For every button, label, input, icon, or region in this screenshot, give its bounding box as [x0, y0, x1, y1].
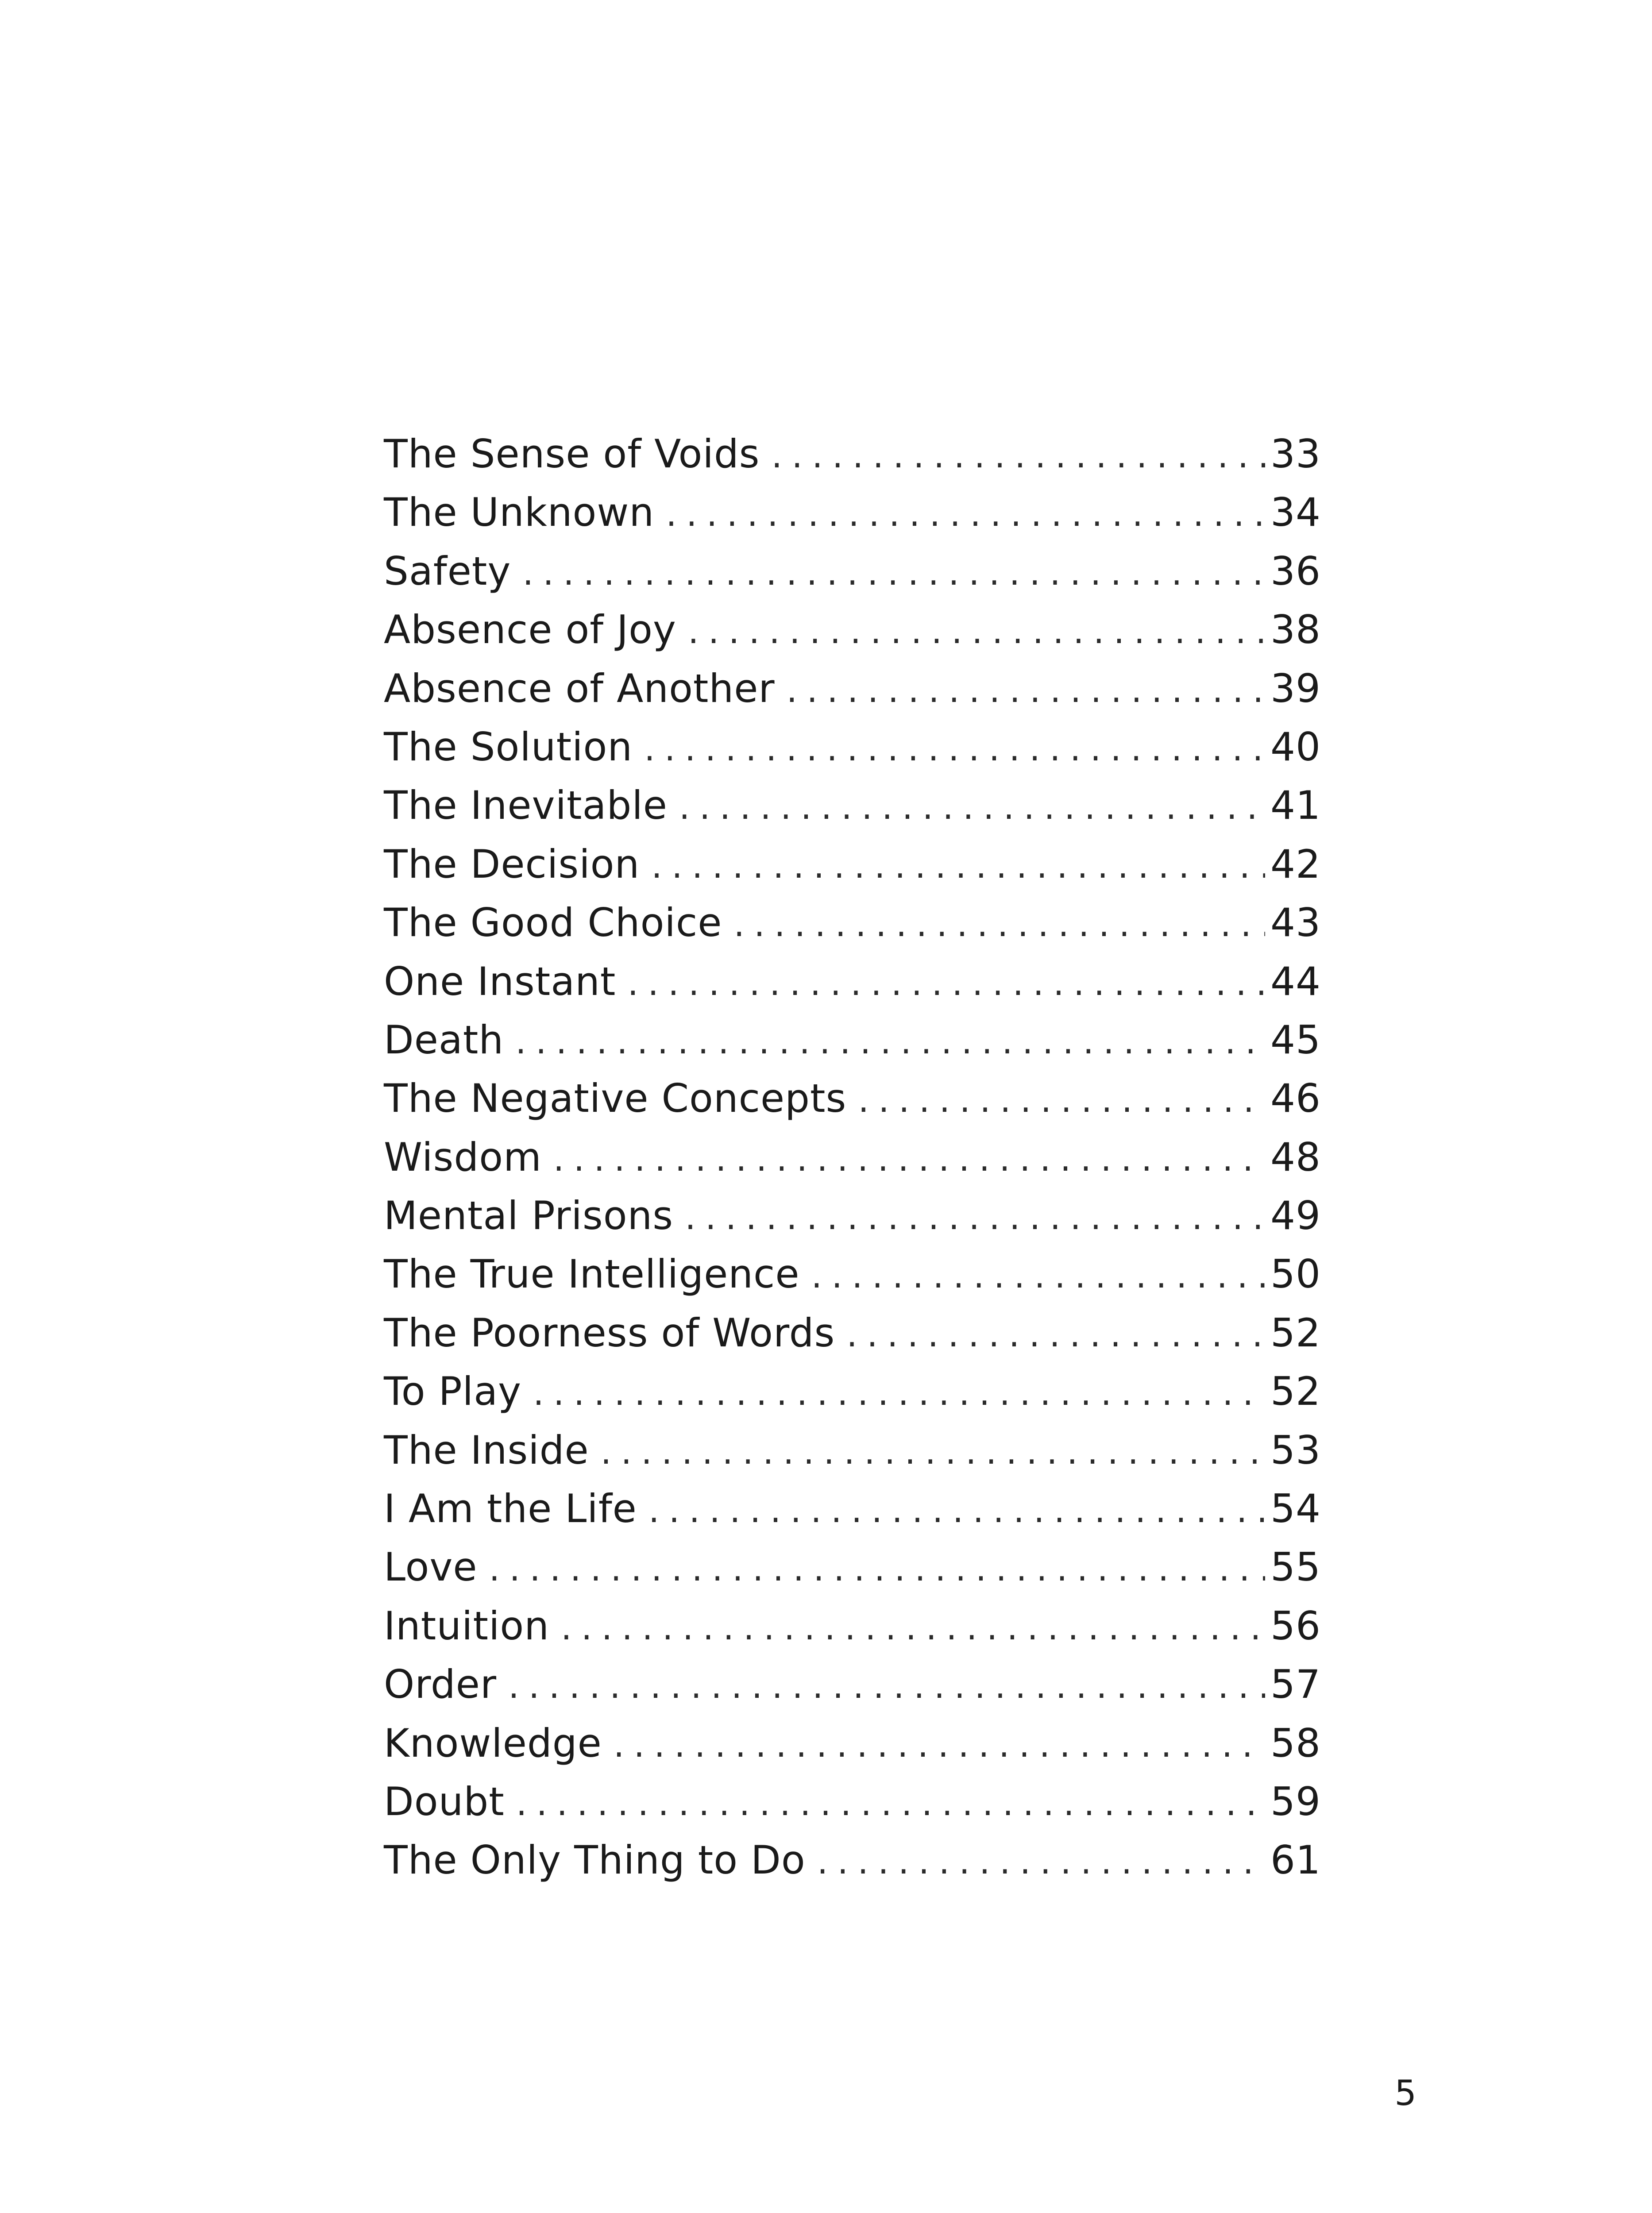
toc-entry-title: The Sense of Voids	[384, 431, 760, 477]
toc-dot-leader	[627, 954, 1265, 1013]
toc-entry	[384, 952, 1321, 1011]
toc-entry-page: 57	[1270, 1662, 1321, 1708]
toc-entry-page: 49	[1270, 1193, 1321, 1239]
toc-entry-page: 56	[1270, 1603, 1321, 1649]
toc-dot-leader	[508, 1657, 1265, 1716]
toc-entry-title: The Unknown	[384, 490, 655, 536]
toc-entry-page: 44	[1270, 958, 1321, 1004]
toc-dot-leader	[516, 1774, 1265, 1833]
toc-entry	[384, 1655, 1321, 1714]
toc-entry-page: 39	[1270, 665, 1321, 711]
toc-entry-title: The Negative Concepts	[384, 1076, 847, 1122]
toc-entry	[384, 542, 1321, 601]
toc-dot-leader	[648, 1481, 1265, 1540]
toc-entry	[384, 1304, 1321, 1362]
toc-entry-title: To Play	[384, 1369, 522, 1415]
toc-entry	[384, 1362, 1321, 1421]
toc-entry-title: The Inside	[384, 1427, 589, 1473]
toc-entry-page: 52	[1270, 1310, 1321, 1356]
toc-entry-page: 38	[1270, 607, 1321, 653]
toc-entry	[384, 1069, 1321, 1128]
toc-dot-leader	[858, 1071, 1265, 1130]
toc-entry-title: The Inevitable	[384, 783, 668, 829]
toc-entry	[384, 1421, 1321, 1480]
toc-entry-title: I Am the Life	[384, 1486, 637, 1532]
toc-entry	[384, 835, 1321, 894]
toc-entry-title: The True Intelligence	[384, 1251, 800, 1297]
toc-entry-page: 41	[1270, 783, 1321, 829]
toc-dot-leader	[685, 1188, 1265, 1247]
toc-entry	[384, 1245, 1321, 1303]
toc-entry-title: Death	[384, 1017, 504, 1063]
toc-entry-page: 42	[1270, 841, 1321, 887]
toc-dot-leader	[651, 837, 1265, 895]
toc-entry-page: 61	[1270, 1837, 1321, 1883]
toc-entry-page: 59	[1270, 1778, 1321, 1824]
toc-entry-title: Doubt	[384, 1778, 505, 1824]
toc-entry	[384, 1187, 1321, 1245]
toc-dot-leader	[666, 485, 1265, 544]
toc-dot-leader	[644, 720, 1265, 778]
toc-entry-title: The Poorness of Words	[384, 1310, 835, 1356]
toc-dot-leader	[614, 1716, 1265, 1774]
page-number: 5	[1394, 2074, 1417, 2113]
toc-entry-title: One Instant	[384, 958, 616, 1004]
toc-entry	[384, 1597, 1321, 1655]
toc-entry-page: 55	[1270, 1544, 1321, 1590]
toc-dot-leader	[561, 1599, 1265, 1657]
toc-entry	[384, 425, 1321, 483]
toc-entry-page: 52	[1270, 1369, 1321, 1415]
toc-entry-title: The Good Choice	[384, 900, 722, 946]
toc-entry-page: 54	[1270, 1486, 1321, 1532]
toc-dot-leader	[553, 1130, 1265, 1188]
toc-dot-leader	[811, 1247, 1265, 1305]
toc-entry-page: 46	[1270, 1076, 1321, 1122]
toc-dot-leader	[772, 427, 1265, 485]
toc-entry-page: 48	[1270, 1134, 1321, 1180]
toc-entry	[384, 718, 1321, 776]
toc-entry	[384, 659, 1321, 718]
toc-dot-leader	[523, 544, 1266, 602]
toc-entry-title: Mental Prisons	[384, 1193, 674, 1239]
toc-dot-leader	[688, 602, 1265, 661]
toc-entry-title: Absence of Joy	[384, 607, 676, 653]
toc-entry-title: Love	[384, 1544, 478, 1590]
toc-dot-leader	[515, 1013, 1265, 1071]
toc-dot-leader	[846, 1306, 1265, 1364]
toc-dot-leader	[489, 1540, 1265, 1598]
toc-dot-leader	[787, 661, 1265, 720]
toc-entry-page: 50	[1270, 1251, 1321, 1297]
toc-entry	[384, 1773, 1321, 1831]
toc-entry-page: 36	[1270, 548, 1321, 594]
toc-entry	[384, 894, 1321, 952]
toc-entry-title: The Only Thing to Do	[384, 1837, 806, 1883]
toc-entry-page: 43	[1270, 900, 1321, 946]
toc-entry	[384, 776, 1321, 835]
toc-entry-title: Intuition	[384, 1603, 550, 1649]
toc-entry-page: 58	[1270, 1720, 1321, 1766]
toc-entry-title: Knowledge	[384, 1720, 602, 1766]
toc-entry	[384, 1011, 1321, 1069]
toc-entry	[384, 1480, 1321, 1538]
toc-dot-leader	[533, 1364, 1265, 1423]
toc-dot-leader	[679, 778, 1265, 837]
toc-entry-page: 40	[1270, 724, 1321, 770]
toc-entry	[384, 601, 1321, 659]
toc-entry	[384, 1714, 1321, 1773]
toc-dot-leader	[601, 1423, 1265, 1481]
table-of-contents	[384, 425, 1321, 1890]
toc-dot-leader	[817, 1833, 1265, 1891]
toc-entry-title: The Solution	[384, 724, 633, 770]
toc-entry	[384, 1538, 1321, 1596]
toc-entry-page: 33	[1270, 431, 1321, 477]
toc-entry-title: The Decision	[384, 841, 640, 887]
toc-entry	[384, 1831, 1321, 1889]
toc-entry-title: Wisdom	[384, 1134, 542, 1180]
toc-entry-title: Safety	[384, 548, 511, 594]
toc-entry-page: 45	[1270, 1017, 1321, 1063]
toc-entry-title: Order	[384, 1662, 497, 1708]
toc-entry-page: 34	[1270, 490, 1321, 536]
toc-entry	[384, 1128, 1321, 1187]
toc-entry	[384, 483, 1321, 542]
toc-entry-page: 53	[1270, 1427, 1321, 1473]
toc-dot-leader	[733, 895, 1265, 954]
toc-entry-title: Absence of Another	[384, 665, 775, 711]
